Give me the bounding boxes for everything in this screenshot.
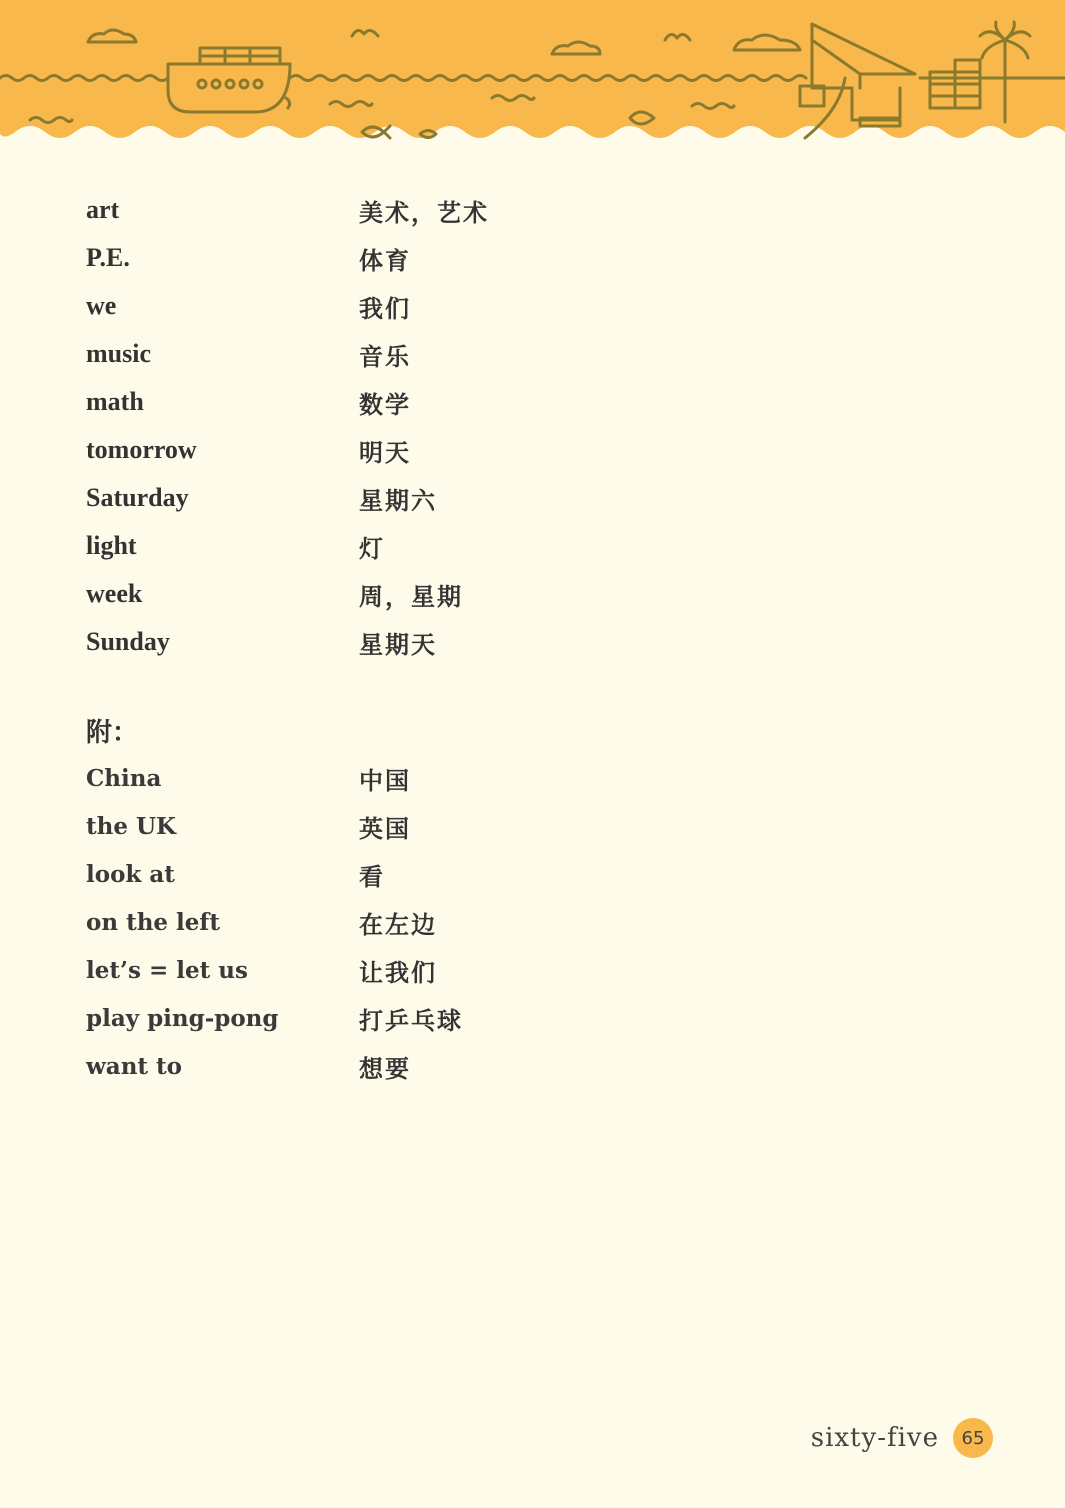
- appendix-english: want to: [86, 1052, 183, 1080]
- appendix-row: [86, 802, 786, 850]
- vocab-english: tomorrow: [86, 435, 197, 464]
- vocab-english: week: [86, 579, 143, 608]
- vocab-english: Saturday: [86, 483, 189, 512]
- appendix-chinese: 在左边: [359, 910, 437, 939]
- vocab-chinese: 星期六: [359, 486, 437, 515]
- appendix-chinese: 看: [359, 862, 385, 891]
- vocabulary-list: [86, 186, 786, 1090]
- vocab-chinese: 我们: [359, 294, 411, 323]
- appendix-english: on the left: [86, 908, 220, 936]
- vocab-english: we: [86, 291, 117, 320]
- vocab-chinese: 美术，艺术: [359, 198, 489, 227]
- appendix-english: the UK: [86, 812, 177, 840]
- appendix-english: look at: [86, 860, 175, 888]
- appendix-row: [86, 754, 786, 802]
- appendix-title: 附：: [86, 717, 139, 748]
- appendix-row: [86, 946, 786, 994]
- appendix-chinese: 让我们: [359, 958, 437, 987]
- vocab-row: [86, 282, 786, 330]
- appendix-english: play ping-pong: [86, 1004, 279, 1032]
- vocab-chinese: 音乐: [359, 342, 411, 371]
- vocab-row: [86, 378, 786, 426]
- appendix-chinese: 想要: [359, 1054, 411, 1083]
- vocab-row: [86, 330, 786, 378]
- page-footer: [811, 1418, 993, 1458]
- appendix-row: [86, 898, 786, 946]
- vocab-row: [86, 186, 786, 234]
- appendix-vocabulary: [86, 754, 786, 1090]
- vocab-english: Sunday: [86, 627, 170, 656]
- vocab-chinese: 周，星期: [359, 582, 463, 611]
- vocab-row: [86, 522, 786, 570]
- appendix-row: [86, 850, 786, 898]
- appendix-row: [86, 1042, 786, 1090]
- header-banner-illustration: [0, 0, 1065, 150]
- vocab-row: [86, 234, 786, 282]
- vocab-english: light: [86, 531, 137, 560]
- vocab-chinese: 体育: [359, 246, 411, 275]
- appendix-chinese: 打乒乓球: [359, 1006, 463, 1035]
- vocab-chinese: 灯: [359, 534, 385, 563]
- vocab-english: art: [86, 195, 120, 224]
- vocab-row: [86, 474, 786, 522]
- appendix-chinese: 英国: [359, 814, 411, 843]
- vocab-row: [86, 426, 786, 474]
- page-number-word: sixty-five: [810, 1423, 939, 1453]
- vocab-chinese: 明天: [359, 438, 411, 467]
- vocab-english: math: [86, 387, 144, 416]
- vocab-row: [86, 618, 786, 666]
- vocab-row: [86, 570, 786, 618]
- vocab-chinese: 星期天: [359, 630, 437, 659]
- page-number-badge: 65: [953, 1418, 993, 1458]
- vocab-chinese: 数学: [359, 390, 411, 419]
- vocab-english: P.E.: [86, 243, 130, 272]
- appendix-english: let’s = let us: [86, 956, 248, 984]
- appendix-row: [86, 994, 786, 1042]
- main-vocabulary: [86, 186, 786, 666]
- vocab-english: music: [86, 339, 151, 368]
- appendix-chinese: 中国: [359, 766, 411, 795]
- appendix-english: China: [86, 764, 162, 792]
